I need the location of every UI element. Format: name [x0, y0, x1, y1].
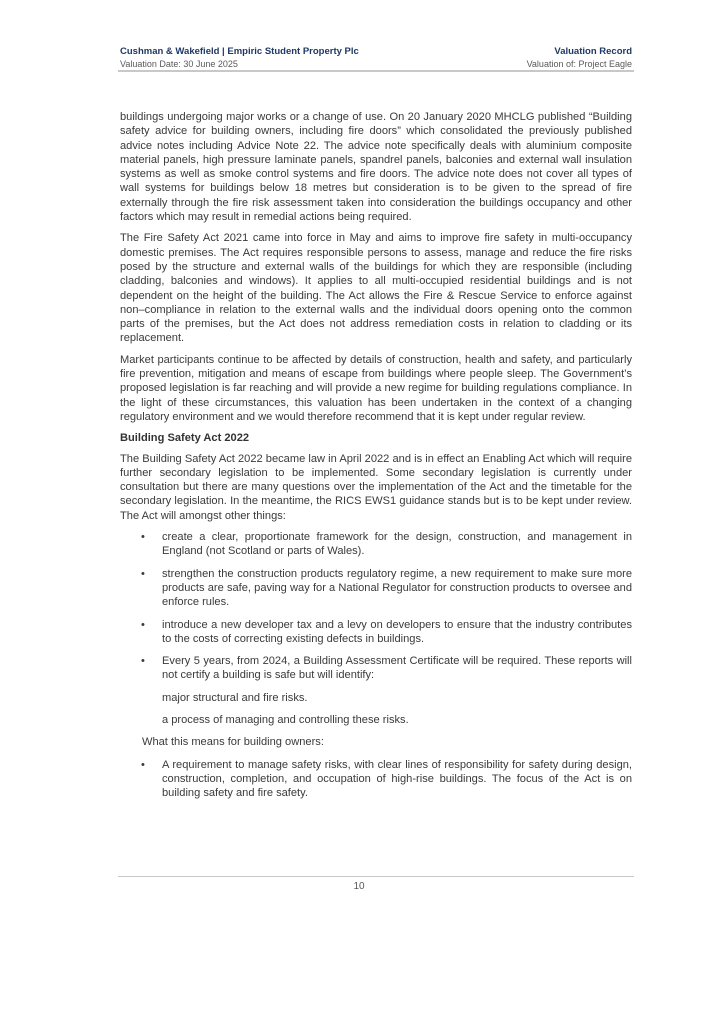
list-item	[120, 618, 632, 647]
sub-item-risks: major structural and fire risks.	[162, 691, 308, 704]
header-valuation-date: Valuation Date: 30 June 2025	[120, 59, 238, 69]
paragraph-1: buildings undergoing major works or a change of use. On 20 January 2020 MHCLG published “Building safety advice for building owners, including fire doors” which consolidated the previously published advice notes including Advice Note 22. The advice note specifically deals with aluminium composite material panels, high pressure laminate panels, spandrel panels, balconies and external wall insulation systems as well as smoke control systems and fire doors. The advice note does not cover all types of wall systems for buildings below 18 metres but consideration is to be given to the spread of fire externally through the fire risk assessment taken into consideration the buildings occupancy and other factors which may result in remedial actions being required.	[120, 111, 632, 224]
header-left	[120, 46, 359, 70]
list-item-text: introduce a new developer tax and a levy on developers to ensure that the industry contributes to the costs of correcting existing defects in buildings.	[162, 618, 632, 645]
bullet-icon: •	[141, 567, 145, 580]
list-item-text: A requirement to manage safety risks, with clear lines of responsibility for safety during design, construction, completion, and occupation of high-rise buildings. The focus of the Act is on building safety and fire safety.	[162, 758, 632, 800]
header-record-title: Valuation Record	[554, 46, 632, 57]
list-item	[120, 530, 632, 559]
bullet-icon: •	[141, 531, 145, 544]
owners-intro: What this means for building owners:	[142, 736, 324, 749]
header-right	[527, 46, 632, 70]
page-body	[120, 110, 632, 808]
bullet-list	[120, 530, 632, 683]
list-item	[120, 758, 632, 801]
header-divider	[118, 70, 634, 72]
paragraph-3: Market participants continue to be affected by details of construction, health and safety, and particularly fire prevention, mitigation and means of escape from buildings where people sleep. The Government’s proposed legislation is far reaching and will provide a new regime for building regulations compliance. In the light of these circumstances, this valuation has been undertaken in the context of a changing regulatory environment and we would therefore recommend that it is kept under regular review.	[120, 353, 632, 423]
header-company-title: Cushman & Wakefield | Empiric Student Property Plc	[120, 46, 359, 57]
list-item	[120, 654, 632, 683]
list-item-text: strengthen the construction products regulatory regime, a new requirement to make sure more products are safe, paving way for a National Regulator for construction products to oversee and enforce rules.	[162, 567, 632, 609]
section-heading: Building Safety Act 2022	[120, 432, 250, 445]
page-number: 10	[353, 881, 365, 892]
bullet-icon: •	[141, 655, 145, 668]
bullet-icon: •	[141, 618, 145, 631]
list-item-text: Every 5 years, from 2024, a Building Assessment Certificate will be required. These reports will not certify a building is safe but will identify:	[162, 655, 632, 682]
bullet-icon: •	[141, 758, 145, 771]
sub-item-process: a process of managing and controlling these risks.	[162, 713, 409, 726]
bullet-list-owners	[120, 758, 632, 801]
paragraph-2: The Fire Safety Act 2021 came into force in May and aims to improve fire safety in multi-occupancy domestic premises. The Act requires responsible persons to assess, manage and reduce the fire risks posed by the structure and external walls of the buildings for which they are responsible (including cladding, balconies and windows). It applies to all multi-occupied residential buildings and is not dependent on the height of the building. The Act allows the Fire & Rescue Service to enforce against non–compliance in relation to the external walls and the individual doors opening onto the common parts of the premises, but the Act does not address remediation costs in relation to cladding or its replacement.	[120, 232, 632, 345]
header-project-name: Valuation of: Project Eagle	[526, 59, 632, 69]
list-item-text: create a clear, proportionate framework for the design, construction, and management in England (not Scotland or parts of Wales).	[162, 531, 632, 558]
paragraph-4: The Building Safety Act 2022 became law in April 2022 and is in effect an Enabling Act which will require further secondary legislation to be implemented. Some secondary legislation is currently under consultation but there are many questions over the implementation of the Act and the timetable for the secondary legislation. In the meantime, the RICS EWS1 guidance stands but is to be kept under review. The Act will amongst other things:	[120, 452, 632, 522]
footer-divider	[118, 876, 634, 877]
list-item	[120, 567, 632, 610]
